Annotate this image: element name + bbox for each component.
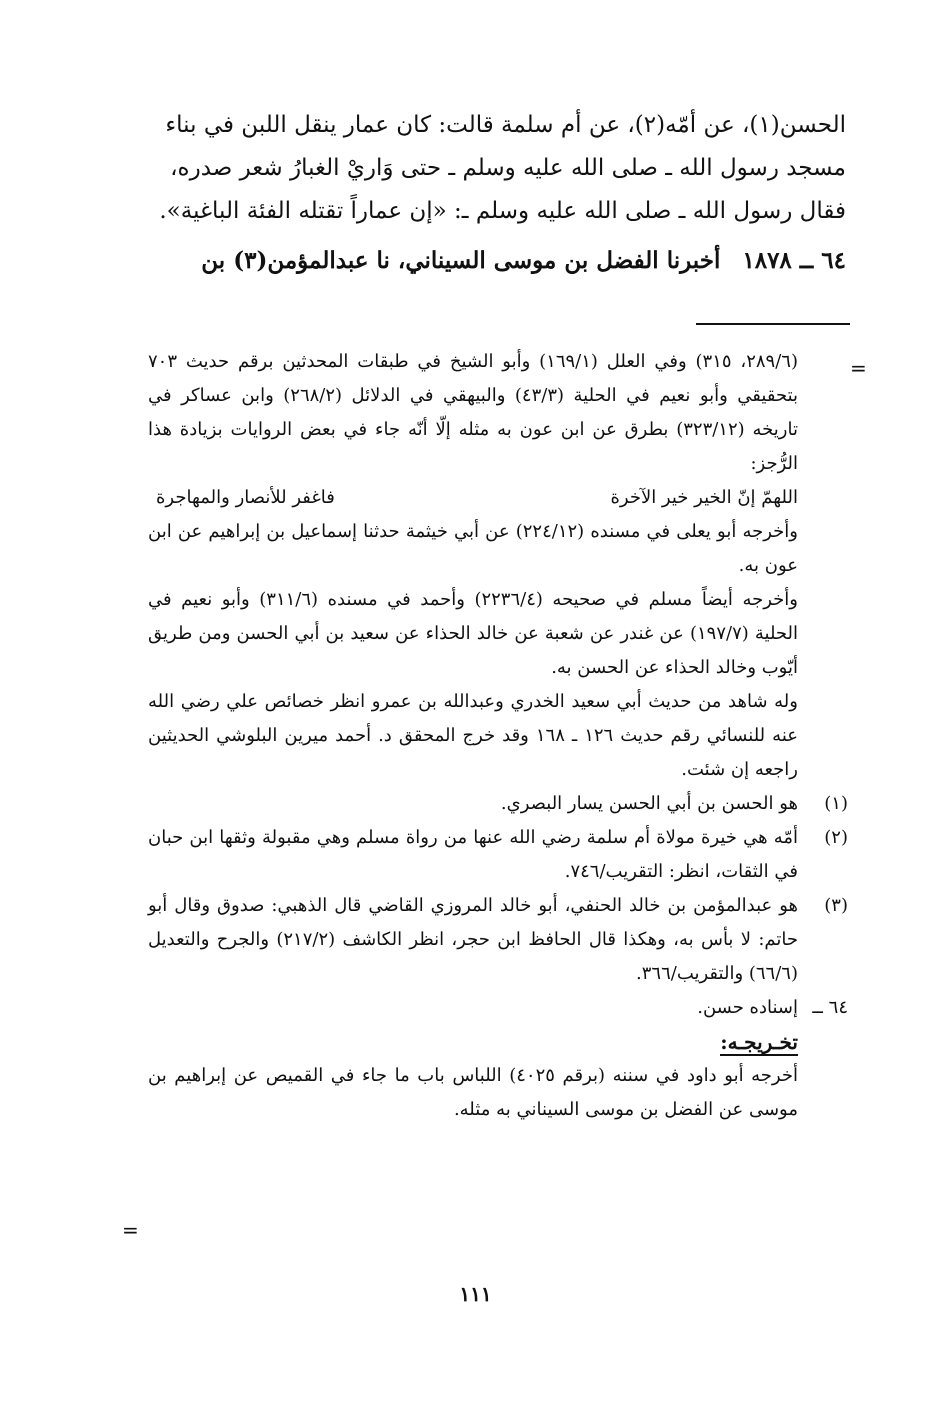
hadith-number: ٦٤ ــ ١٨٧٨ bbox=[742, 247, 846, 274]
verse-first-hemistich: اللهمّ إنّ الخير خير الآخرة bbox=[610, 487, 798, 508]
footnote-number: (١) bbox=[824, 793, 848, 814]
note-paragraph: وله شاهد من حديث أبي سعيد الخدري وعبدالله بن عمرو انظر خصائص علي رضي الله عنه للنسائي رقم حديث ١٢٦ ـ ١٦٨ وقد خرج المحقق د. أحمد ميرين البلوشي الحديثين راجعه إن شئت. bbox=[148, 691, 798, 780]
footnote-3 bbox=[148, 889, 848, 991]
footnote-1 bbox=[148, 787, 848, 821]
main-line: الحسن(١)، عن أمّه(٢)، عن أم سلمة قالت: كان عمار ينقل اللبن في بناء bbox=[165, 112, 846, 138]
isnad-note bbox=[148, 991, 848, 1025]
hadith-line bbox=[148, 239, 846, 282]
isnad-number: ٦٤ ــ bbox=[812, 997, 848, 1018]
footnote-text: هو الحسن بن أبي الحسن يسار البصري. bbox=[500, 793, 798, 814]
main-text bbox=[148, 104, 846, 282]
footnote-text: أمّه هي خيرة مولاة أم سلمة رضي الله عنها من رواة مسلم وهي مقبولة وثقها ابن حبان في الثقات، انظر: التقريب/٧٤٦. bbox=[148, 827, 798, 882]
footnote-number: (٣) bbox=[824, 895, 848, 916]
footnotes-section bbox=[148, 345, 848, 1127]
takhrij-heading: تخـريجـه: bbox=[720, 1030, 798, 1054]
footnote-number: (٢) bbox=[824, 827, 848, 848]
poem-verse bbox=[148, 481, 848, 515]
takhrij-text: أخرجه أبو داود في سننه (برقم ٤٠٢٥) اللباس باب ما جاء في القميص عن إبراهيم بن موسى عن الفضل بن موسى السيناني به مثله. bbox=[148, 1065, 798, 1120]
hadith-text: أخبرنا الفضل بن موسى السيناني، نا عبدالمؤمن(٣) بن bbox=[201, 247, 721, 274]
footnote-separator bbox=[696, 323, 850, 325]
note-paragraph: وأخرجه أيضاً مسلم في صحيحه (٢٢٣٦/٤) وأحمد في مسنده (٣١١/٦) وأبو نعيم في الحلية (١٩٧/٧) عن غندر عن شعبة عن خالد الحذاء عن سعيد بن أبي الحسن ومن طريق أيّوب وخالد الحذاء عن الحسن به. bbox=[148, 589, 799, 678]
note-paragraph: وأخرجه أبو يعلى في مسنده (٢٢٤/١٢) عن أبي خيثمة حدثنا إسماعيل بن إبراهيم عن ابن عون به. bbox=[148, 521, 798, 576]
continued-note: (٢٨٩/٦، ٣١٥) وفي العلل (١٦٩/١) وأبو الشيخ في طبقات المحدثين برقم حديث ٧٠٣ بتحقيقي وأبو نعيم في الحلية (٤٣/٣) والبيهقي في الدلائل (٢٦٨/٢) وابن عساكر في تاريخه (٣٢٣/١٢) بطرق عن ابن عون به مثله إلّا أنّه جاء في بعض الروايات بزيادة هذا الرُّجز: bbox=[148, 351, 799, 474]
main-line: مسجد رسول الله ـ صلى الله عليه وسلم ـ حتى وَاريْ الغبارُ شعر صدره، bbox=[170, 155, 846, 181]
verse-second-hemistich: فاغفر للأنصار والمهاجرة bbox=[156, 487, 335, 508]
page-number: ١١١ bbox=[459, 1282, 492, 1306]
continuation-mark-bottom: = bbox=[122, 1218, 139, 1242]
main-line: فقال رسول الله ـ صلى الله عليه وسلم ـ: «إن عماراً تقتله الفئة الباغية». bbox=[159, 198, 846, 224]
isnad-text: إسناده حسن. bbox=[697, 997, 798, 1018]
footnote-2 bbox=[148, 821, 848, 889]
footnote-text: هو عبدالمؤمن بن خالد الحنفي، أبو خالد المروزي القاضي قال الذهبي: صدوق وقال أبو حاتم: لا بأس به، وهكذا قال الحافظ ابن حجر، انظر الكاشف (٢١٧/٢) والجرح والتعديل (٦٦/٦) والتقريب/٣٦٦. bbox=[148, 895, 798, 984]
continuation-mark-top: = bbox=[850, 356, 867, 380]
